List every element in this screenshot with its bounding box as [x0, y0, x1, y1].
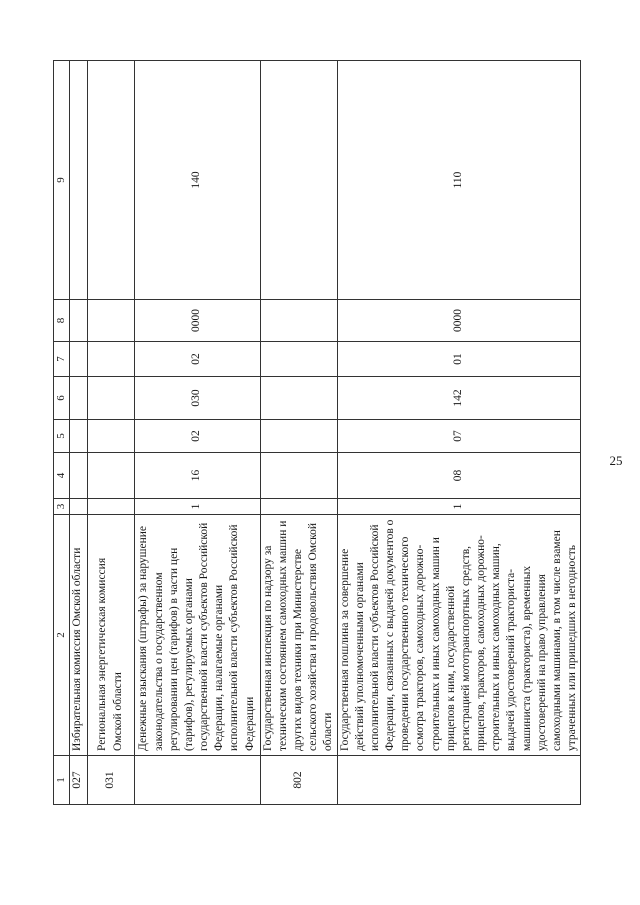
page-number: 25: [609, 453, 623, 468]
row-name: Государственная пошлина за совершение действий уполномоченными органами исполнительной власти субъектов Российской Федерации, связанных с выдачей документов о проведении государственного технического осмотра тракторов, самоходных дорожно-строительных и иных самоходных машин и прицепов к ним, государственной регистрацией мототранспортных средств, прицепов, тракторов, самоходных дорожно-строительных и иных самоходных машин, выдачей удостоверений тракториста-машиниста (тракториста), временных удостоверений на право управления самоходными машинами, в том числе взамен утраченных или пришедших в негодность: [337, 515, 581, 756]
code-part: 0000: [337, 300, 581, 342]
table-row: [87, 61, 134, 805]
code-part: 02: [134, 342, 260, 377]
column-number: 7: [54, 342, 70, 377]
column-number: 4: [54, 453, 70, 499]
table-row: [337, 61, 581, 805]
code-part: 1: [337, 499, 581, 515]
code-part: 0000: [134, 300, 260, 342]
row-name: Государственная инспекция по надзору за техническим состоянием самоходных машин и других видов техники при Министерстве сельского хозяйства и продовольствия Омской области: [260, 515, 337, 756]
code-part: 1: [134, 499, 260, 515]
column-number: 1: [54, 756, 70, 805]
code-part: 142: [337, 377, 581, 420]
column-number: 2: [54, 515, 70, 756]
column-number-row: [54, 61, 70, 805]
column-number: 8: [54, 300, 70, 342]
code-part: 16: [134, 453, 260, 499]
column-number: 9: [54, 61, 70, 300]
code-part: 030: [134, 377, 260, 420]
code-part: 08: [337, 453, 581, 499]
column-number: 3: [54, 499, 70, 515]
code-part: 07: [337, 420, 581, 453]
code-part: 110: [337, 61, 581, 300]
row-name: Избирательная комиссия Омской области: [69, 515, 87, 756]
row-name: Региональная энергетическая комиссия Омской области: [87, 515, 134, 756]
administrator-code: 027: [69, 756, 87, 805]
code-part: 02: [134, 420, 260, 453]
administrator-code: 031: [87, 756, 134, 805]
code-part: 01: [337, 342, 581, 377]
column-number: 6: [54, 377, 70, 420]
row-name: Денежные взыскания (штрафы) за нарушение законодательства о государственном регулировании цен (тарифов) в части цен (тарифов), регулируемых органами государственной власти субъектов Российской Федерации, налагаемые органами исполнительной власти субъектов Российской Федерации: [134, 515, 260, 756]
code-part: 140: [134, 61, 260, 300]
table-row: [134, 61, 260, 805]
column-number: 5: [54, 420, 70, 453]
administrator-code: 802: [260, 756, 337, 805]
table-row: [69, 61, 87, 805]
budget-classification-table: [53, 60, 581, 805]
table-row: [260, 61, 337, 805]
